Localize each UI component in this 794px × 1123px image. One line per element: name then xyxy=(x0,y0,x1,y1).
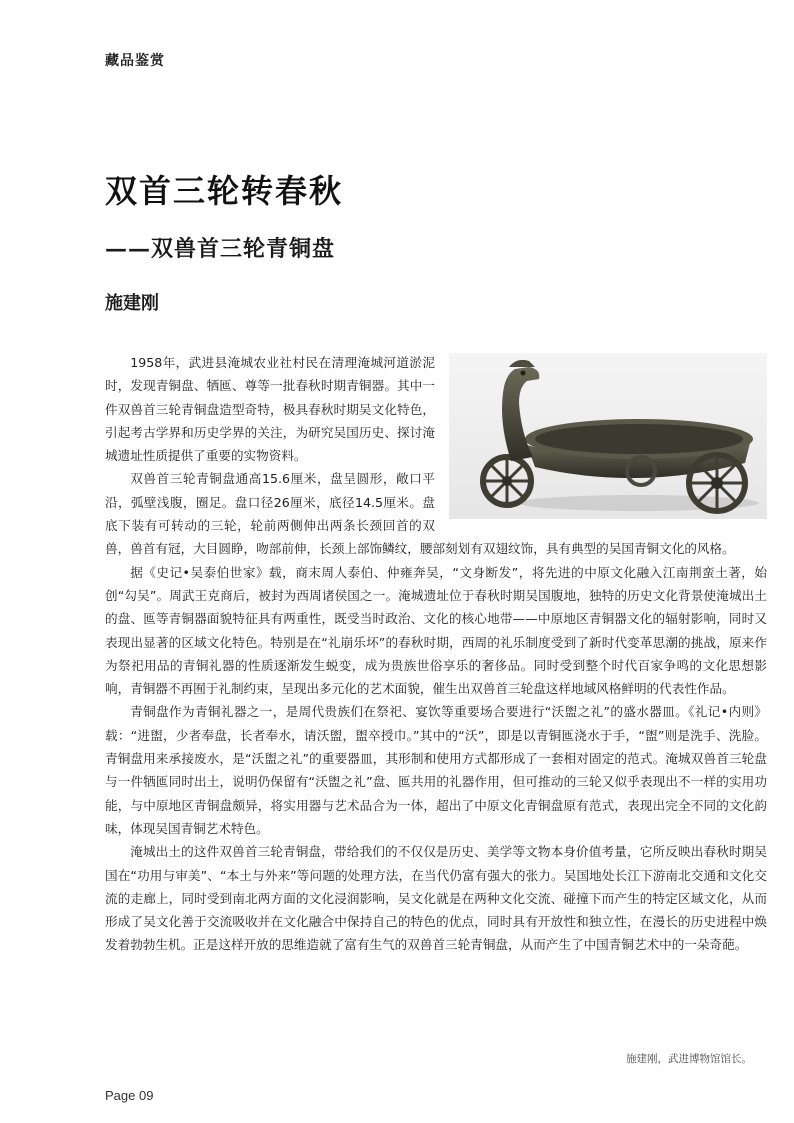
paragraph-1: 1958年，武进县淹城农业社村民在清理淹城河道淤泥时，发现青铜盘、牺匜、尊等一批春秋时期青铜器。其中一件双兽首三轮青铜盘造型奇特，极具春秋时期吴文化特色，引起考古学界和历史学界的关注，为研究吴国历史、探讨淹城遗址性质提供了重要的实物资料。 xyxy=(105,355,435,464)
bronze-basin-photo xyxy=(449,353,767,519)
article-author: 施建刚 xyxy=(105,293,159,314)
paragraph-4: 青铜盘作为青铜礼器之一，是周代贵族们在祭祀、宴饮等重要场合要进行“沃盥之礼”的盛水器皿。《礼记•内则》载：“进盥，少者奉盘，长者奉水，请沃盥，盥卒授巾。”其中的“沃”，即是以青铜匜浇水于手，“盥”则是洗手、洗脸。青铜盘用来承接废水，是“沃盥之礼”的重要器皿，其形制和使用方式都形成了一套相对固定的范式。淹城双兽首三轮盘与一件牺匜同时出土，说明仍保留有“沃盥之礼”盘、匜共用的礼器作用，但可推动的三轮又似乎表现出不一样的实用功能，与中原地区青铜盘颇异，将实用器与艺术品合为一体，超出了中原文化青铜盘原有范式，表现出完全不同的文化韵味，体现吴国青铜艺术特色。 xyxy=(105,704,767,836)
page-number: Page 09 xyxy=(105,1088,154,1103)
bronze-basin-image xyxy=(449,353,767,519)
paragraph-2: 双兽首三轮青铜盘通高15.6厘米，盘呈圆形，敞口平沿，弧壁浅腹，圈足。盘口径26厘米，底径14.5厘米。盘底下装有可转动的三轮，轮前两侧伸出两条长颈回首的双兽，兽首有冠，大目圆睁，吻部前伸，长颈上部饰鳞纹，腰部刻划有双翅纹饰，具有典型的吴国青铜文化的风格。 xyxy=(105,471,735,557)
article-body xyxy=(105,351,767,957)
article-subtitle: ——双兽首三轮青铜盘 xyxy=(105,236,336,262)
article-title: 双首三轮转春秋 xyxy=(105,172,344,210)
section-label: 藏品鉴赏 xyxy=(105,53,165,69)
author-footnote: 施建刚，武进博物馆馆长。 xyxy=(626,1053,752,1065)
paragraph-5: 淹城出土的这件双兽首三轮青铜盘，带给我们的不仅仅是历史、美学等文物本身价值考量，它所反映出春秋时期吴国在“功用与审美”、“本土与外来”等问题的处理方法，在当代仍富有强大的张力。吴国地处长江下游南北交通和文化交流的走廊上，同时受到南北两方面的文化浸润影响，吴文化就是在两种文化交流、碰撞下而产生的特定区域文化，从而形成了吴文化善于交流吸收并在文化融合中保持自己的特色的优点，同时具有开放性和独立性，在漫长的历史进程中焕发着勃勃生机。正是这样开放的思维造就了富有生气的双兽首三轮青铜盘，从而产生了中国青铜艺术中的一朵奇葩。 xyxy=(105,844,767,953)
paragraph-3: 据《史记•吴泰伯世家》载，商末周人泰伯、仲雍奔吴，“文身断发”，将先进的中原文化融入江南荆蛮土著，始创“勾吴”。周武王克商后，被封为西周诸侯国之一。淹城遗址位于春秋时期吴国腹地，独特的历史文化背景使淹城出土的盘、匜等青铜器面貌特征具有两重性，既受当时政治、文化的核心地带——中原地区青铜器文化的辐射影响，同时又表现出显著的区域文化特色。特别是在“礼崩乐坏”的春秋时期，西周的礼乐制度受到了新时代变革思潮的挑战，原来作为祭祀用品的青铜礼器的性质逐渐发生蜕变，成为贵族世俗享乐的奢侈品。同时受到整个时代百家争鸣的文化思想影响，青铜器不再囿于礼制约束，呈现出多元化的艺术面貌，催生出双兽首三轮盘这样地域风格鲜明的代表性作品。 xyxy=(105,564,767,697)
